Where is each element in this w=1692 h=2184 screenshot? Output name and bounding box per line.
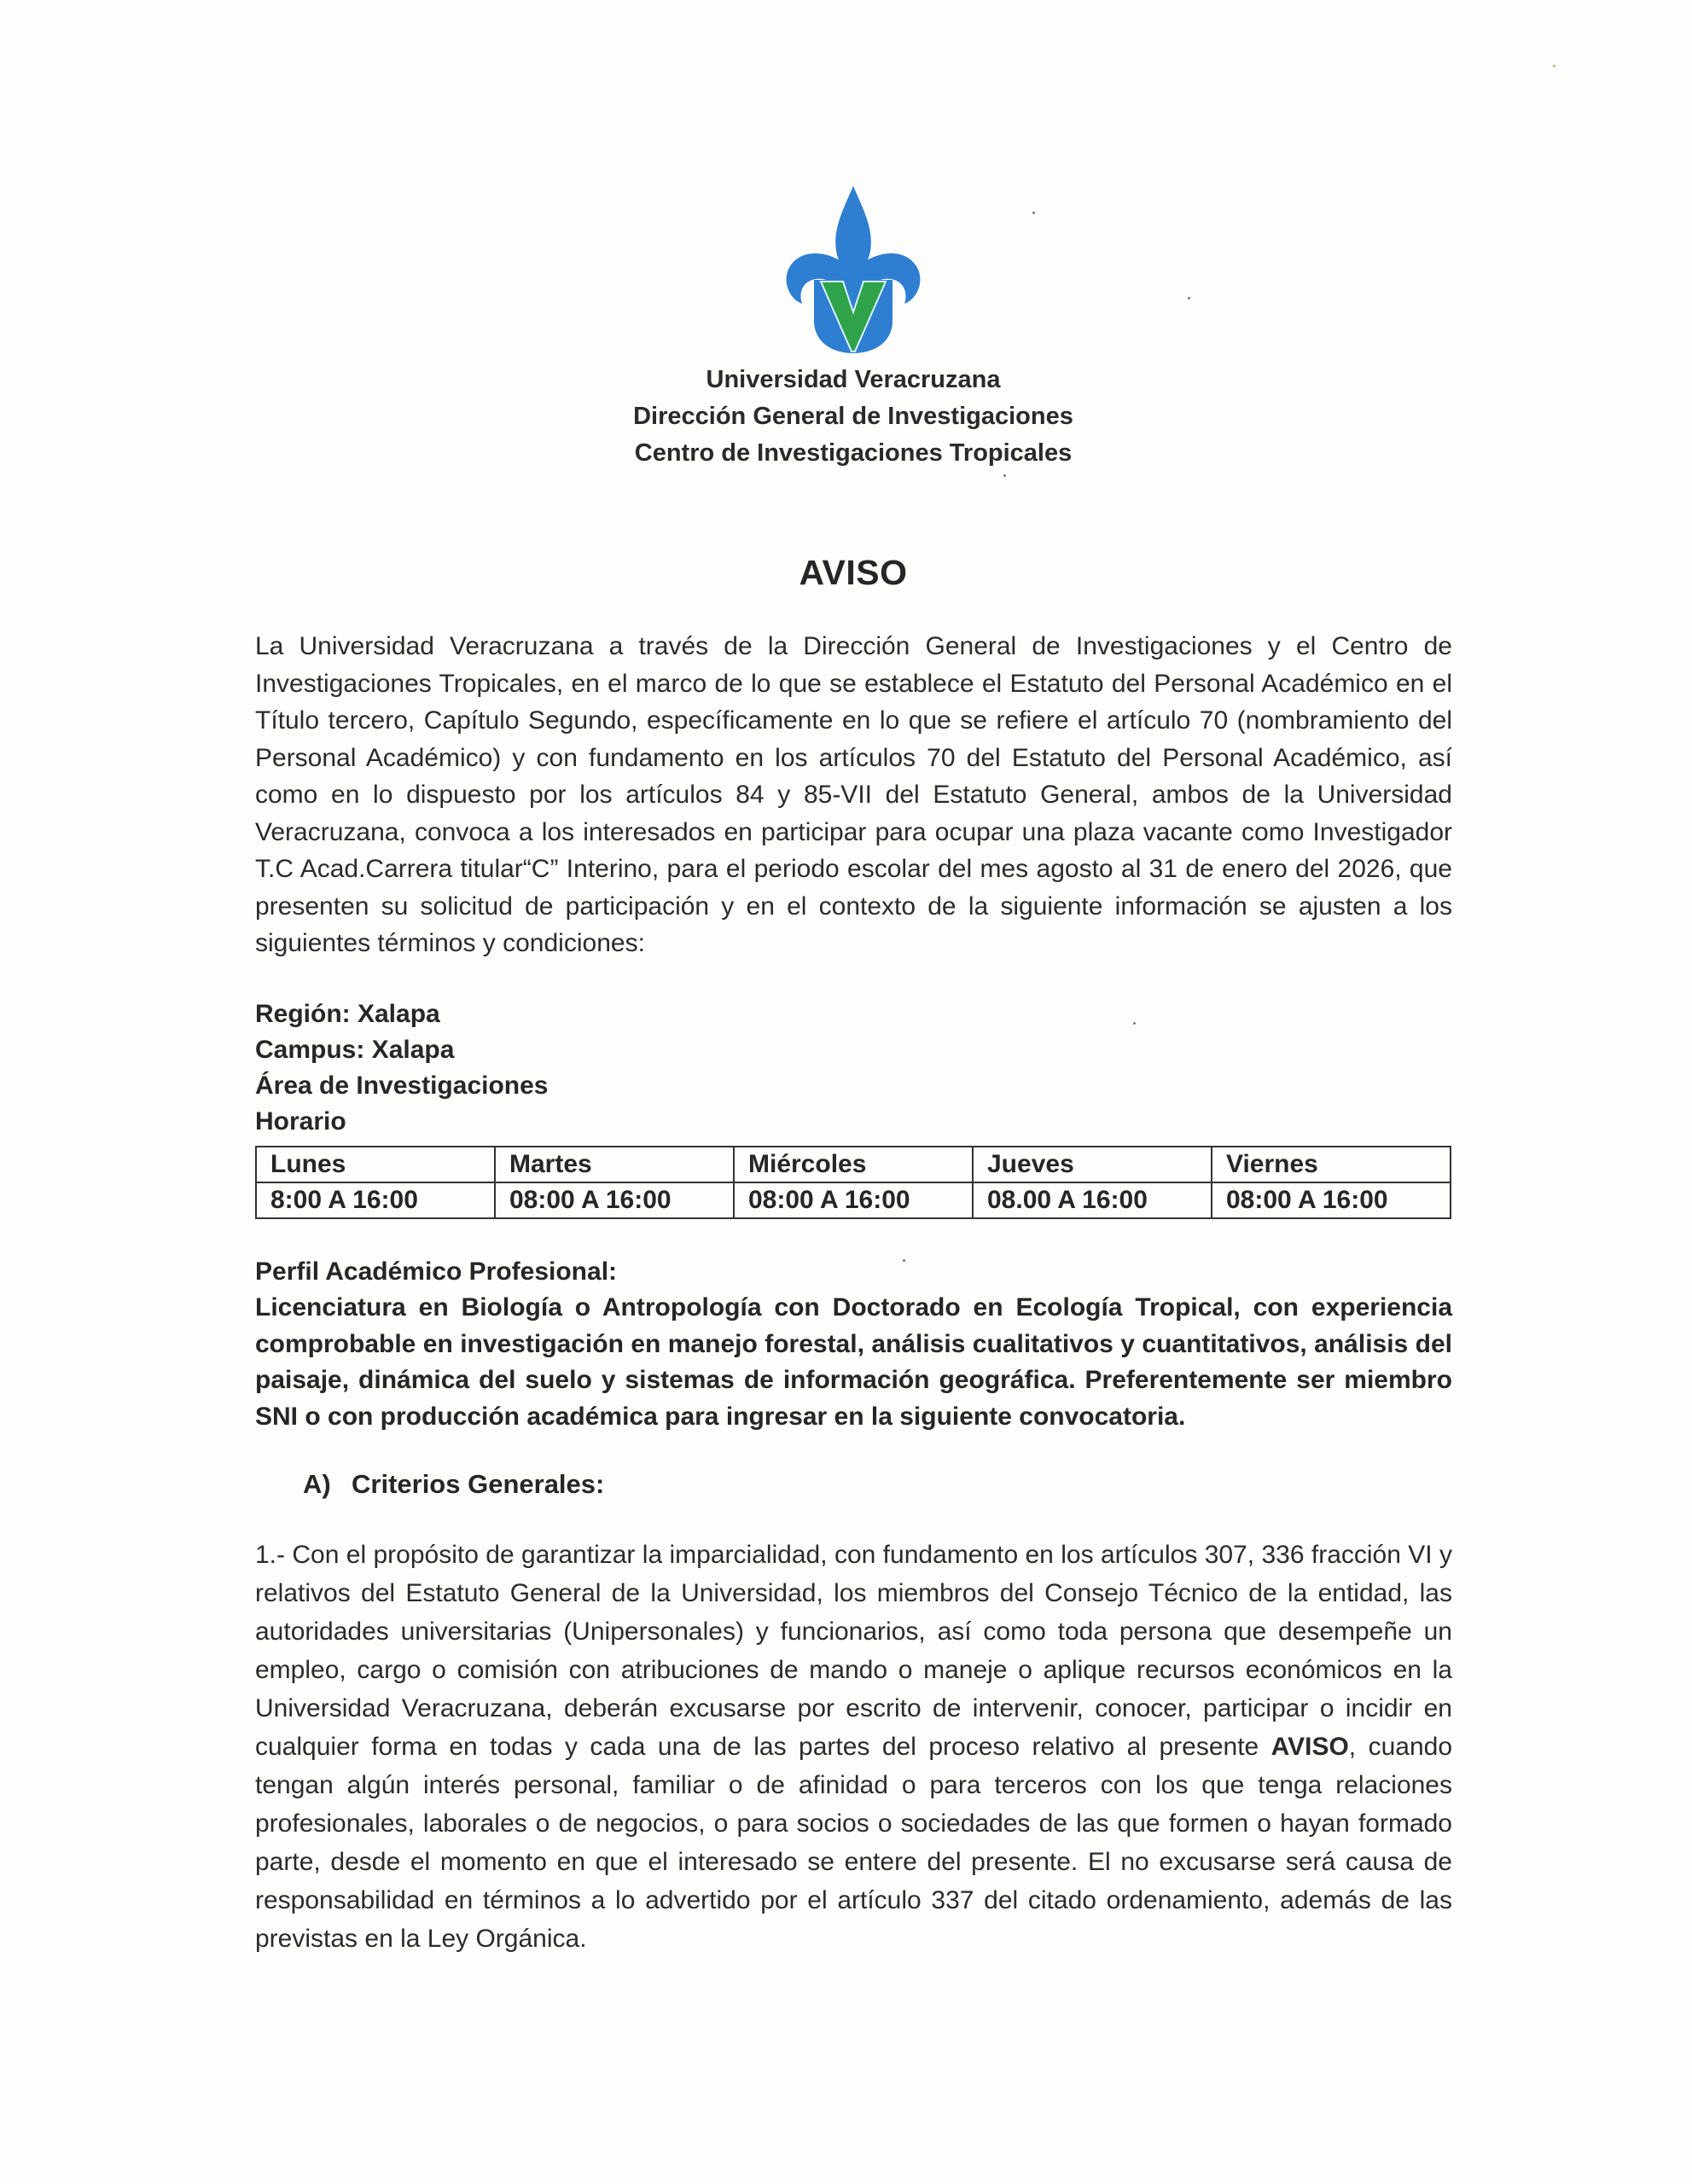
profile-heading: Perfil Académico Profesional: bbox=[255, 1258, 618, 1286]
scan-speck bbox=[1032, 212, 1035, 214]
day-cell: Jueves bbox=[973, 1147, 1212, 1182]
schedule-hours-row bbox=[256, 1182, 1451, 1218]
hours-cell: 08:00 A 16:00 bbox=[1212, 1182, 1451, 1218]
day-cell: Miércoles bbox=[734, 1147, 973, 1182]
document-title: AVISO bbox=[799, 553, 908, 592]
schedule-table bbox=[255, 1146, 1451, 1219]
schedule-header-row bbox=[256, 1147, 1451, 1182]
day-cell: Martes bbox=[495, 1147, 734, 1182]
header-university: Universidad Veracruzana bbox=[706, 366, 1001, 393]
campus-label: Campus: Xalapa bbox=[255, 1036, 455, 1064]
header-center: Centro de Investigaciones Tropicales bbox=[634, 439, 1073, 467]
scan-speck bbox=[1188, 297, 1190, 299]
hours-cell: 08.00 A 16:00 bbox=[973, 1182, 1212, 1218]
criteria-item-1 bbox=[255, 1536, 1452, 1958]
criteria-letter: A) bbox=[303, 1469, 331, 1499]
day-cell: Lunes bbox=[256, 1147, 495, 1182]
flor-de-lis-logo-icon bbox=[783, 184, 923, 355]
university-logo bbox=[783, 184, 923, 355]
scan-speck bbox=[1133, 1022, 1136, 1025]
criteria-title: Criterios Generales: bbox=[352, 1469, 605, 1499]
header-direction: Dirección General de Investigaciones bbox=[633, 403, 1073, 430]
day-cell: Viernes bbox=[1212, 1147, 1451, 1182]
hours-cell: 08:00 A 16:00 bbox=[495, 1182, 734, 1218]
area-label: Área de Investigaciones bbox=[255, 1072, 549, 1100]
criteria-item-1-text: 1.- Con el propósito de garantizar la imparcialidad, con fundamento en los artículos 307, 336 fracción VI y relativos del Estatuto General de la Universidad, los miembros del Consejo Técnico de la entidad, las autoridades universitarias (Unipersonales) y funcionarios, así como toda persona que desempeñe un empleo, cargo o comisión con atribuciones de mando o maneje o aplique recursos económicos en la Universidad Veracruzana, deberán excusarse por escrito de intervenir, conocer, participar o incidir en cualquier forma en todas y cada una de las partes del proceso relativo al presente bbox=[255, 1541, 1452, 1761]
scan-speck bbox=[1003, 474, 1006, 477]
scan-speck bbox=[1553, 65, 1555, 67]
profile-text: Licenciatura en Biología o Antropología con Doctorado en Ecología Tropical, con experiencia comprobable en investigación en manejo forestal, análisis cualitativos y cuantitativos, análisis del paisaje, dinámica del suelo y sistemas de información geográfica. Preferentemente ser miembro SNI o con producción académica para ingresar en la siguiente convocatoria. bbox=[255, 1293, 1452, 1431]
criteria-item-1-text-end: , cuando tengan algún interés personal, familiar o de afinidad o para terceros con los que tenga relaciones profesionales, laborales o de negocios, o para socios o sociedades de las que formen o hayan formado parte, desde el momento en que el interesado se entere del presente. El no excusarse será causa de responsabilidad en términos a lo advertido por el artículo 337 del citado ordenamiento, además de las previstas en la Ley Orgánica. bbox=[255, 1733, 1453, 1953]
region-label: Región: Xalapa bbox=[255, 1000, 440, 1028]
criteria-heading bbox=[303, 1469, 604, 1500]
schedule-label: Horario bbox=[255, 1107, 346, 1136]
criteria-item-1-bold: AVISO bbox=[1270, 1733, 1349, 1761]
position-details bbox=[255, 996, 548, 1140]
hours-cell: 8:00 A 16:00 bbox=[256, 1182, 495, 1218]
hours-cell: 08:00 A 16:00 bbox=[734, 1182, 973, 1218]
scan-speck bbox=[903, 1259, 905, 1262]
intro-paragraph: La Universidad Veracruzana a través de la Dirección General de Investigaciones y el Centro de Investigaciones Tropicales, en el marco de lo que se establece el Estatuto del Personal Académico en el Título tercero, Capítulo Segundo, específicamente en lo que se refiere el artículo 70 (nombramiento del Personal Académico) y con fundamento en los artículos 70 del Estatuto del Personal Académico, así como en lo dispuesto por los artículos 84 y 85-VII del Estatuto General, ambos de la Universidad Veracruzana, convoca a los interesados en participar para ocupar una plaza vacante como Investigador T.C Acad.Carrera titular“C” Interino, para el periodo escolar del mes agosto al 31 de enero del 2026, que presenten su solicitud de participación y en el contexto de la siguiente información se ajusten a los siguientes términos y condiciones: bbox=[255, 632, 1452, 957]
institution-header bbox=[512, 362, 1195, 472]
